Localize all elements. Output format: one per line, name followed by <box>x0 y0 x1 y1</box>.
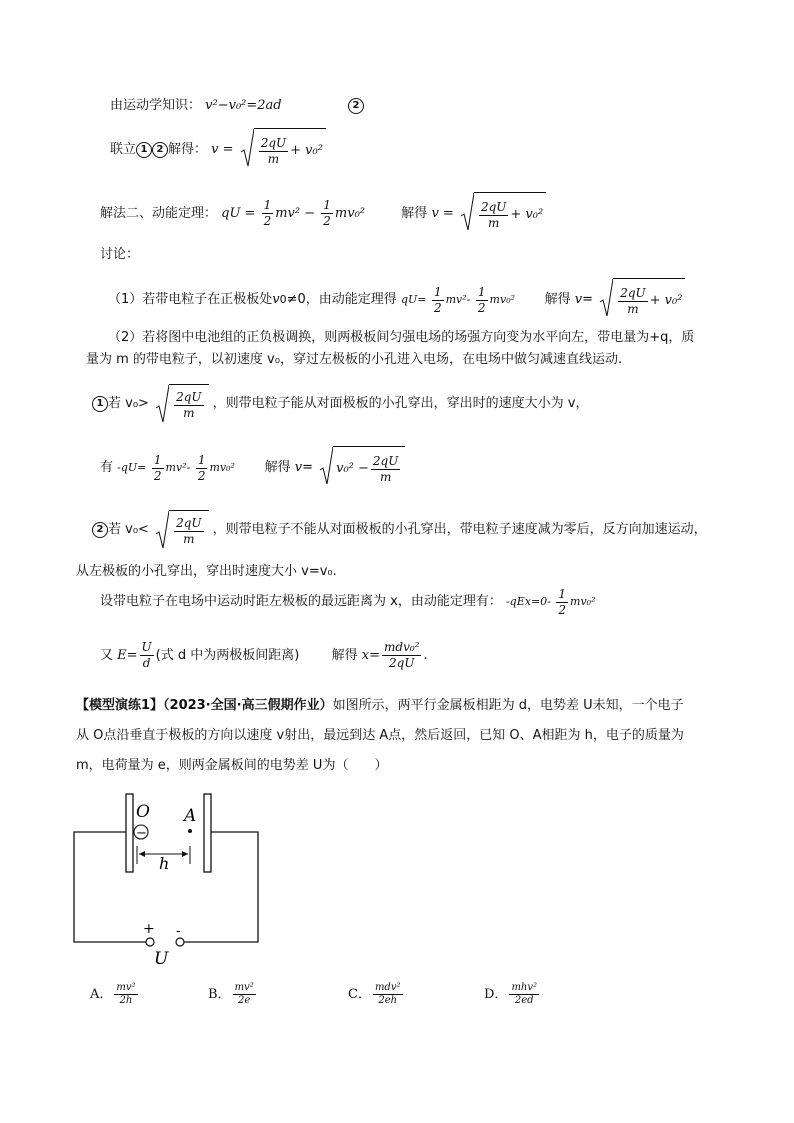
have-equation: -qU= $\frac{1}{2}$ mv²- $\frac{1}{2}$ mv₀² <box>117 452 239 483</box>
left-plate <box>126 794 133 872</box>
solve-x-label: 解得 <box>331 648 358 663</box>
kinematics-label: 由运动学知识： <box>110 98 202 113</box>
label-h: h <box>159 854 170 873</box>
case2-line2: 量为 m 的带电粒子，以初速度 v₀，穿过左极板的小孔进入电场，在电场中做匀减速直线运动. <box>86 352 623 367</box>
problem-tag: 【模型演练1】 <box>76 698 164 713</box>
max-distance-equation: -qEx=0- $\frac{1}{2}$ mv₀² <box>505 586 596 617</box>
capacitor-circuit-diagram <box>70 790 270 970</box>
minus-sign: - <box>176 923 181 939</box>
h-arrowhead-right <box>182 851 188 857</box>
have-label: 有 <box>100 460 114 475</box>
right-wire <box>184 832 258 942</box>
label-U: U <box>154 949 169 969</box>
solve-label: 解得 <box>401 206 428 221</box>
positive-terminal <box>146 938 154 946</box>
circled-1: 1 <box>92 396 108 412</box>
label-A: A <box>184 806 197 826</box>
case1-result: $\frac{2qU}{m}$ + v₀² <box>597 292 685 307</box>
discussion-heading: 讨论： <box>100 247 140 262</box>
sub2-suffix: ，则带电粒子不能从对面极板的小孔穿出，带电粒子速度减为零后，反方向加速运动， <box>212 522 707 537</box>
field-note: (式 d 中为两极板间距离) <box>155 648 300 663</box>
left-wire <box>74 832 146 942</box>
plus-sign: + <box>143 921 155 937</box>
problem-source: （2023·全国·高三假期作业） <box>163 698 333 713</box>
option-c[interactable]: C． $\frac{\text{mdv²}}{2eh}$ <box>348 982 401 1006</box>
field-line <box>100 636 428 676</box>
method2-result: v = $\frac{2qU}{m}$ + v₀² <box>431 206 546 221</box>
also-label: 又 <box>100 648 114 663</box>
case1-line: （1）若带电粒子在正极板处v0≠0，由动能定理得 qU= $\frac{1}{2}$ mv²- $\frac{1}{2}$ mv₀² 解得 v= $\frac{2qU}{m}$ + v₀² <box>108 278 685 321</box>
combine-label: 联立 1 2 解得： <box>110 142 208 157</box>
max-distance-text: 设带电粒子在电场中运动时距左极板的最远距离为 x，由动能定理有： <box>100 594 502 609</box>
problem-line1 <box>76 697 684 715</box>
sub2-line: 2 若 v₀< $\frac{2qU}{m}$ ，则带电粒子不能从对面极板的小孔穿出，带电粒子速度减为零后，反方向加速运动， <box>92 508 707 552</box>
combine-line <box>110 128 326 171</box>
case1-text: （1）若带电粒子在正极板处 <box>108 292 273 307</box>
method2-line <box>100 192 546 235</box>
case1-equation: qU= $\frac{1}{2}$ mv²- $\frac{1}{2}$ mv₀² <box>400 284 519 315</box>
x-result: x= $\frac{\text{mdv₀²}}{2qU}$ . <box>361 640 428 670</box>
option-d[interactable]: D． $\frac{\text{mhv²}}{2ed}$ <box>484 982 538 1006</box>
option-b[interactable]: B． $\frac{\text{mv²}}{2e}$ <box>208 982 254 1006</box>
label-O: O <box>136 802 150 822</box>
point-A <box>188 829 192 833</box>
circled-2b: 2 <box>92 522 108 538</box>
option-a[interactable]: A． $\frac{\text{mv²}}{2h}$ <box>90 982 136 1006</box>
have-line: 有 -qU= $\frac{1}{2}$ mv²- $\frac{1}{2}$ mv₀² 解得 v= v₀² − $\frac{2qU}{m}$ <box>100 446 405 489</box>
equation-marker-2 <box>348 97 364 115</box>
sub2-prefix: 若 v₀< <box>108 522 149 537</box>
h-arrowhead-left <box>139 851 145 857</box>
sub1-line: 1 若 v₀> $\frac{2qU}{m}$ ，则带电粒子能从对面极板的小孔穿出，穿出时的速度大小为 v， <box>92 382 588 426</box>
sub2-continuation: 从左极板的小孔穿出，穿出时速度大小 v=v₀. <box>76 564 337 579</box>
have-result: v₀² − $\frac{2qU}{m}$ <box>317 460 405 475</box>
max-distance-line <box>100 584 596 620</box>
sub1-prefix: 若 v₀> <box>108 396 149 411</box>
problem-text1: 如图所示，两平行金属板相距为 d，电势差 U未知，一个电子 <box>332 698 684 713</box>
problem-line2: 从 O点沿垂直于极板的方向以速度 v射出，最远到达 A点，然后返回，已知 O、A相距为 h，电子的质量为 <box>76 728 684 743</box>
case2-line1: （2）若将图中电池组的正负极调换，则两极板间匀强电场的场强方向变为水平向左，带电量为+q，质 <box>108 330 695 345</box>
field-equation: E= $\frac{U}{d}$ <box>117 640 152 670</box>
problem-line3: m，电荷量为 e，则两金属板间的电势差 U为（ ） <box>76 758 388 773</box>
method2-label: 解法二、动能定理： <box>100 206 218 221</box>
case1-solve: 解得 v= <box>544 292 594 307</box>
result-v-formula: v = $\frac{2qU}{m}$ + v₀² <box>211 142 326 157</box>
negative-terminal <box>176 938 184 946</box>
kinematics-line <box>110 97 282 115</box>
electron-sign: − <box>136 826 147 841</box>
circled-2: 2 <box>348 98 364 114</box>
sub1-suffix: ，则带电粒子能从对面极板的小孔穿出，穿出时的速度大小为 v， <box>212 396 589 411</box>
kinematics-equation: v²−v₀²=2ad <box>205 98 282 113</box>
work-energy-equation: qU = $\frac{1}{2}$ mv² − $\frac{1}{2}$ mv₀² <box>221 198 370 228</box>
right-plate <box>204 794 211 872</box>
